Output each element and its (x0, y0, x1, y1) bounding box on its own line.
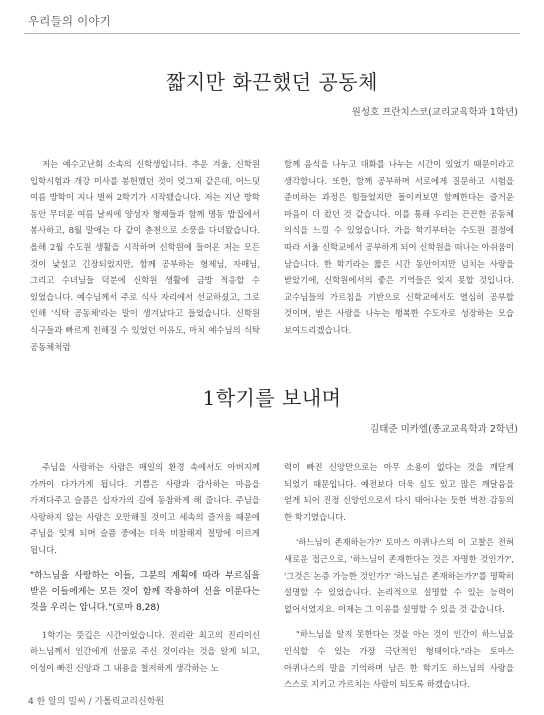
article2-right-column (284, 459, 514, 702)
section-tag: 우리들의 이야기 (28, 14, 112, 28)
paragraph: "하느님을 알지 못한다는 것을 아는 것이 인간이 하느님을 인식할 수 있는 가장 극단적인 형태이다."라는 토마스 아퀴나스의 말을 기억하며 남은 한 학기도 하느님의 사랑을 스스로 지키고 가르치는 사람이 되도록 하겠습니다. (284, 629, 514, 690)
paragraph: 주님을 사랑하는 사람은 매일의 환경 속에서도 아버지께 가까이 다가가게 됩니다. 기쁨은 사랑과 감사하는 마음을 가져다주고 슬픔은 십자가의 길에 동참하게 해 줍니다. 주님을 사랑하지 않는 사람은 오만해질 것이고 세속의 즐거움 때문에 주님을 잊게 되며 슬픔 중에는 더욱 비참해져 절망에 이르게 됩니다. (30, 462, 260, 555)
article1-author: 원성호 프란치스코(교리교육학과 1학년) (351, 107, 518, 118)
paragraph: 력이 빠진 신앙만으로는 아무 소용이 없다는 것을 깨닫게 되었기 때문입니다. 예전보다 더욱 심도 있고 많은 깨달음을 얻게 되어 진정 신앙인으로서 다시 태어나는 듯한 벅찬 감동의 한 학기였습니다. (284, 462, 514, 522)
paragraph: '하느님이 존재하는가?' 토마스 아퀴나스의 이 고찰은 전혀 새로운 접근으로, '하느님이 존재한다는 것은 자명한 것인가?', '그것은 논증 가능한 것인가?' '하느님은 존재하는가?'를 명확히 설명할 수 있었습니다. 논리적으로 설명할 수 있는 능력이 없어서였지요. 이제는 그 이유를 설명할 수 있을 것 같습니다. (284, 537, 514, 614)
paragraph: 함께 음식을 나누고 대화를 나누는 시간이 있었기 때문이라고 생각합니다. 또한, 함께 공부하며 서로에게 질문하고 시험을 준비하는 과정은 힘들었지만 돌이켜보면 함께한다는 즐거운 마음이 더 컸던 것 같습니다. 이를 통해 우리는 끈끈한 공동체 의식을 느낄 수 있었습니다. 가을 학기부터는 수도원 결정에 따라 서울 신학교에서 공부하게 되어 신학원을 떠나는 아쉬움이 남습니다. 한 학기라는 짧은 시간 동안이지만 넘치는 사랑을 받았기에, 신학원에서의 좋은 기억들은 잊지 못할 것입니다. 교수님들의 가르침을 기반으로 신학교에서도 열심히 공부할 것이며, 받은 사랑을 나누는 행복한 수도자로 성장하는 모습 보여드리겠습니다. (284, 159, 514, 335)
article1-right-column (284, 156, 514, 348)
page-footer: 4 한 알의 밀씨 / 가톨릭교리신학원 (28, 697, 165, 707)
article2-left-column (30, 459, 260, 685)
article1-title: 짧지만 화끈했던 공동체 (166, 70, 378, 94)
scripture-quote: "하느님을 사랑하는 이들, 그분의 계획에 따라 부르심을 받은 이들에게는 모든 것이 함께 작용하여 선을 이룬다는 것을 우리는 압니다."(로마 8,28) (30, 570, 260, 613)
top-rule (24, 33, 520, 34)
article1-left-column (30, 156, 260, 364)
article2-title: 1학기를 보내며 (202, 386, 342, 410)
paragraph: 저는 예수고난회 소속의 신학생입니다. 추운 겨울, 신학원 입학시험과 개강 미사를 봉헌했던 것이 엊그제 같은데, 어느덧 여름 방학이 지나 벌써 2학기가 시작됐습니다. 저는 지난 방학 동안 무더운 여름 날씨에 양성자 형제들과 함께 명동 밥집에서 봉사하고, 8월 말에는 다 같이 춘천으로 소풍을 다녀왔습니다. 올해 2월 수도원 생활을 시작하며 신학원에 들어온 저는 모든 것이 낯설고 긴장되었지만, 함께 공부하는 형제님, 자매님, 그리고 수녀님들 덕분에 신학원 생활에 금방 적응할 수 있었습니다. 예수님께서 주로 식사 자리에서 선교하셨고, 그로 인해 '식탁 공동체'라는 말이 생겨났다고 들었습니다. 신학원 식구들과 빠르게 친해질 수 있었던 이유도, 마치 예수님의 식탁 공동체처럼 (30, 159, 260, 352)
paragraph: 1학기는 뜻깊은 시간이었습니다. 진리란 최고의 진리이신 하느님께서 인간에게 선물로 주신 것이라는 것을 알게 되고, 이성이 빠진 신앙과 그 내용을 철저하게 생각하는 노 (30, 629, 260, 673)
article2-author: 김태준 미카엘(종교교육학과 2학년) (370, 424, 518, 435)
